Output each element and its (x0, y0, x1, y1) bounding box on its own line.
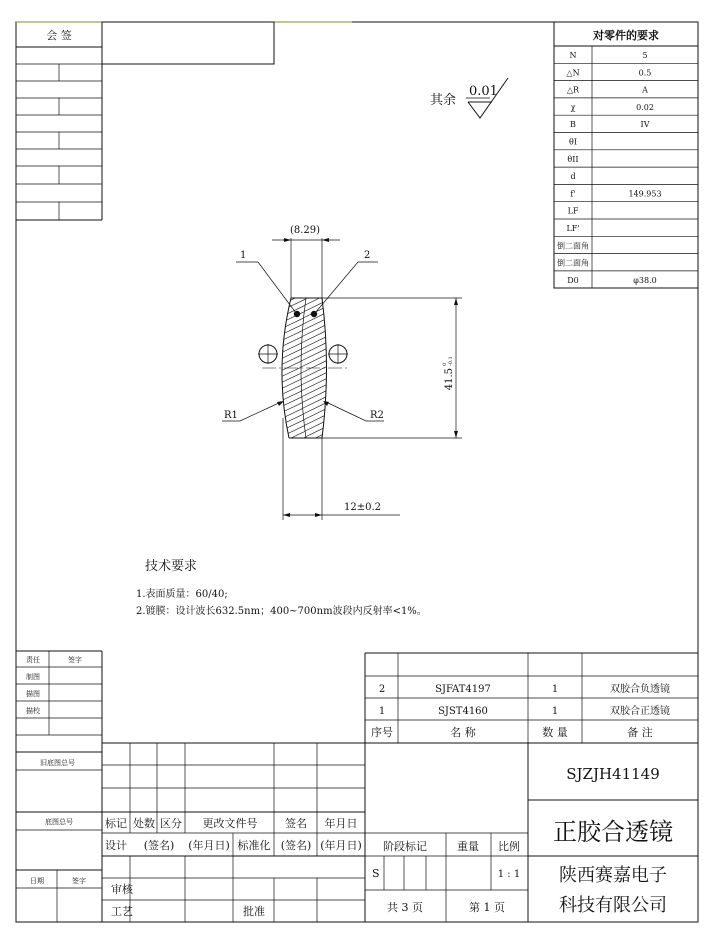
tb-date-paren: (年月日) (188, 839, 230, 852)
company-line-2: 科技有限公司 (559, 895, 667, 916)
spec-row-label: 倒二面角 (557, 241, 589, 251)
bom-cell-qty: 1 (551, 684, 559, 695)
thickness-dimension: 12±0.2 (344, 502, 382, 513)
old-drawing-number-label: 旧底图总号 (40, 759, 75, 767)
spec-row-label: LF' (566, 224, 580, 233)
strip-row-3: 描图 (26, 690, 40, 698)
tb-design: 设计 (105, 839, 127, 852)
spec-row-value: 149.953 (628, 189, 662, 199)
crosshair-marker-right-icon (328, 344, 348, 364)
tb-date-paren-2: (年月日) (320, 839, 362, 852)
tb-count: 处数 (133, 817, 155, 830)
tb-stage: 阶段标记 (383, 840, 427, 853)
tb-date: 年月日 (324, 817, 358, 830)
spec-row-value: 5 (642, 51, 648, 60)
bom-header-note: 备 注 (627, 726, 653, 739)
roughness-value: 0.01 (469, 84, 498, 99)
spec-row-label: 倒二面角 (557, 258, 589, 268)
tb-change-doc: 更改文件号 (202, 817, 258, 830)
countersign-strip (16, 22, 102, 220)
bom-header-name: 名 称 (450, 726, 476, 739)
bom-cell-qty: 1 (551, 706, 559, 717)
tech-title: 技术要求 (145, 559, 198, 574)
date-label: 日期 (30, 877, 44, 885)
tech-line-1: 1.表面质量：60/40; (136, 589, 228, 600)
bom-cell-note: 双胶合正透镜 (610, 706, 670, 717)
drawing-border (16, 22, 698, 922)
bom-header-qty: 数 量 (542, 726, 568, 739)
spec-row-label: B (570, 120, 576, 130)
tb-scale: 比例 (498, 840, 520, 853)
tb-scale-value: 1 : 1 (497, 869, 521, 880)
spec-row-value: A (642, 85, 648, 95)
tb-signature: 签名 (285, 817, 307, 830)
strip-row-2: 制图 (26, 673, 40, 681)
surface-roughness (430, 78, 508, 118)
tb-zone: 区分 (160, 817, 182, 830)
tb-review: 审核 (111, 883, 133, 896)
part-label-1: 1 (240, 250, 247, 261)
spec-row-label: LF (567, 206, 579, 216)
spec-row-label: N (569, 51, 577, 60)
strip-row-1: 责任 (26, 656, 40, 664)
spec-row-label: △N (566, 68, 580, 78)
crosshair-marker-left-icon (258, 344, 278, 364)
spec-row-label: f' (570, 189, 576, 199)
strip-sign-header: 签字 (68, 656, 82, 664)
spec-row-label: θI (569, 137, 577, 147)
roughness-label: 其余 (430, 93, 457, 108)
spec-row-label: χ (570, 102, 576, 112)
height-dimension: 41.5 (444, 368, 455, 391)
drawing-number: SJZJH41149 (566, 765, 660, 783)
tb-sign-paren: (签名) (143, 839, 175, 852)
bom-cell-no: 2 (378, 684, 386, 695)
tb-approve: 批准 (243, 905, 265, 918)
hatch-element-1 (270, 284, 312, 472)
height-tol-lower: -0.1 (448, 356, 454, 366)
tb-stage-value: S (372, 867, 380, 880)
upper-frame-box (102, 22, 274, 64)
tb-page-no: 第 1 页 (469, 901, 505, 914)
strip-row-4: 描校 (26, 707, 40, 715)
part-label-2: 2 (364, 250, 371, 261)
bom-cell-no: 1 (378, 706, 386, 717)
height-tol-upper: 0 (442, 362, 448, 366)
tb-standard: 标准化 (237, 839, 271, 852)
tb-total-pages: 共 3 页 (387, 901, 423, 914)
spec-row-label: D0 (567, 275, 579, 285)
tb-sign-paren-2: (签名) (280, 839, 312, 852)
tb-mark: 标记 (105, 817, 127, 830)
spec-requirements-table (554, 22, 698, 288)
tech-line-2: 2.镀膜：设计波长632.5nm；400~700nm波段内反射率<1%。 (136, 606, 427, 617)
base-drawing-number-label: 底图总号 (45, 818, 73, 826)
spec-row-label: △R (566, 85, 580, 95)
spec-row-value: φ38.0 (633, 275, 657, 285)
spec-table-title: 对零件的要求 (593, 29, 659, 42)
spec-row-value: 0.02 (636, 102, 654, 112)
title-block (102, 743, 698, 922)
bom-cell-note: 双胶合负透镜 (610, 684, 670, 695)
left-signature-strip (16, 651, 102, 922)
lens-drawing (222, 225, 462, 520)
radius-label-r2: R2 (370, 410, 384, 421)
part-name: 正胶合透镜 (553, 818, 673, 846)
sign-label: 签字 (72, 877, 86, 885)
radius-label-r1: R1 (224, 410, 238, 421)
bom-cell-name: SJFAT4197 (435, 684, 491, 695)
spec-row-value: IV (640, 120, 650, 130)
tb-weight: 重量 (457, 840, 479, 853)
tb-process: 工艺 (111, 905, 133, 918)
company-line-1: 陕西赛嘉电子 (559, 865, 667, 886)
technical-requirements (136, 558, 427, 617)
spec-row-label: θII (567, 154, 579, 164)
spec-row-value: 0.5 (638, 68, 652, 78)
bill-of-materials (365, 653, 698, 743)
countersign-title: 会 签 (46, 29, 72, 42)
bom-header-no: 序号 (371, 726, 393, 739)
top-dimension: (8.29) (289, 225, 321, 236)
spec-row-label: d (570, 172, 576, 182)
bom-cell-name: SJST4160 (438, 706, 488, 717)
